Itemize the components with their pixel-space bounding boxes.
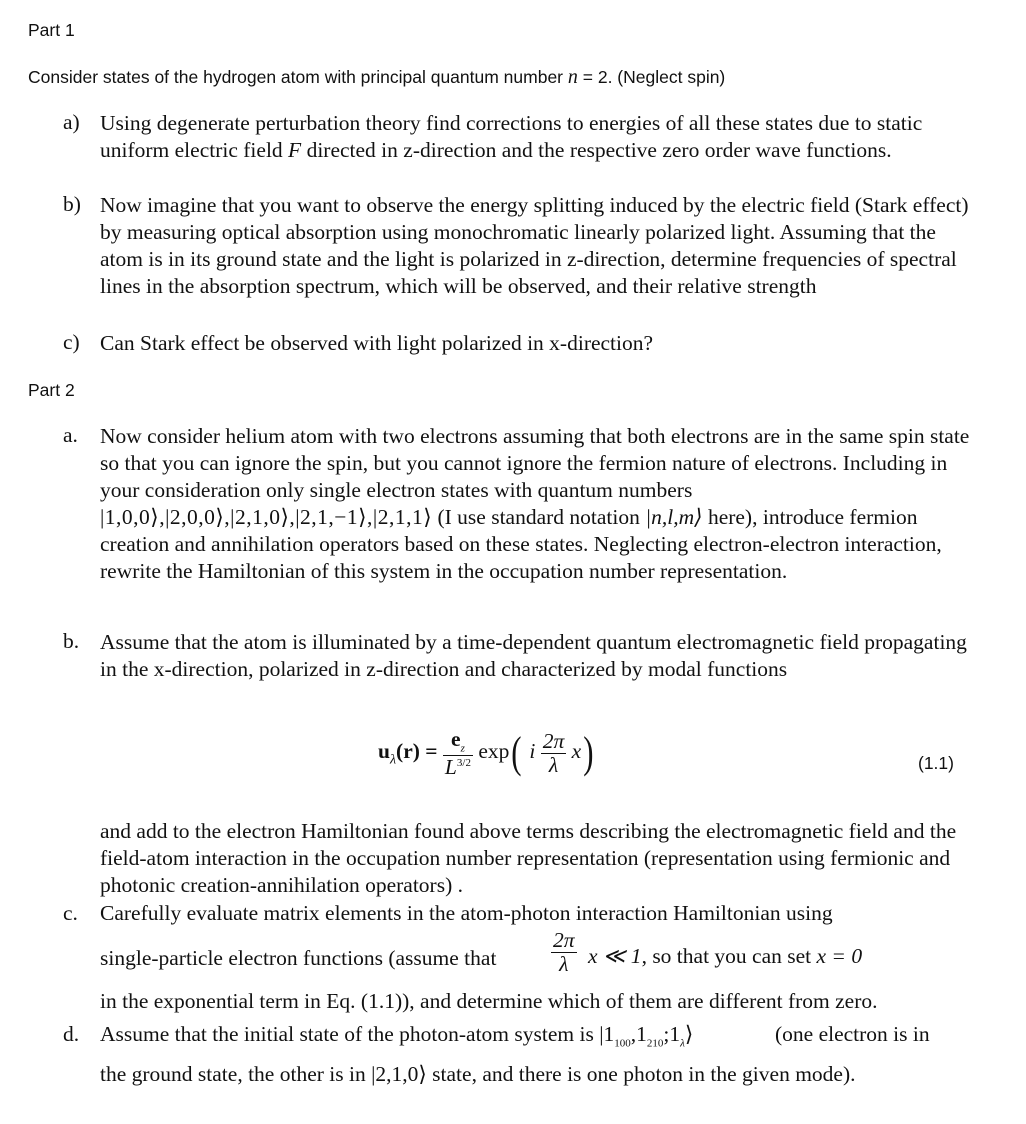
state-sub: λ (680, 1037, 685, 1050)
cond-tail: x ≪ 1 (588, 944, 642, 968)
item-label: c. (63, 901, 78, 925)
condition-tail (588, 944, 862, 969)
item-label: a) (63, 110, 80, 134)
eq-frac-den: λ (541, 753, 567, 777)
intro-variable: n (567, 66, 578, 88)
eq-num-sub: z (460, 742, 465, 755)
part1-heading: Part 1 (28, 20, 75, 40)
cond-den: λ (551, 952, 577, 976)
eq-frac-num: 2π (542, 729, 565, 754)
condition-fraction (551, 929, 577, 975)
cond-num: 2π (553, 928, 575, 952)
item-text: Now consider helium atom with two electrons assuming that both electrons are in the same spin state so that you can ignore the spin, but you cannot ignore the fermion nature of electrons. Including in your consideration only single electron states with quantum numbers (100, 424, 970, 502)
item-text: Carefully evaluate matrix elements in the atom-photon interaction Hamiltonian using (100, 901, 833, 925)
item-d-line2-lead: the ground state, the other is in (100, 1062, 366, 1086)
state-part: |1 (599, 1022, 615, 1046)
item-d-line2 (100, 1062, 856, 1087)
item-text: directed in z-direction and the respective zero order wave functions. (306, 138, 892, 162)
ket-210: |2,1,0⟩ (371, 1062, 427, 1086)
part2-heading: Part 2 (28, 380, 75, 400)
item-label: b. (63, 629, 80, 653)
item-d-line1 (100, 1022, 693, 1049)
eq-arg: (r) = (396, 739, 438, 764)
item-d-line1-tail: (one electron is in (775, 1022, 930, 1046)
part2-item-b-continuation: and add to the electron Hamiltonian found above terms describing the electromagnetic field and the field-atom interaction in the occupation number representation (representation using fermionic and photonic creation-annihilation operators) . (100, 819, 957, 897)
state-list: |1,0,0⟩,|2,0,0⟩,|2,1,0⟩,|2,1,−1⟩,|2,1,1⟩ (100, 505, 433, 529)
eq-den-sup: 3/2 (456, 756, 471, 769)
intro-equation: = 2. (Neglect spin) (582, 67, 726, 87)
notation: |n,l,m⟩ (645, 505, 703, 529)
item-text: (I use standard notation (437, 505, 640, 529)
item-text: Now imagine that you want to observe the energy splitting induced by the electric field (Stark effect) by measuring optical absorption using monochromatic linearly polarized light. Assuming that the atom is in its ground state and the light is polarized in z-direction, determine frequencies of spectral lines in the absorption spectrum, which will be observed, and their relative strength (100, 193, 969, 298)
part1-intro (28, 66, 725, 89)
eq-lhs: u (378, 739, 390, 764)
eq-lhs-sub: λ (389, 752, 397, 768)
item-variable: F (288, 138, 302, 162)
item-text: Assume that the atom is illuminated by a time-dependent quantum electromagnetic field propagating in the x-direction, polarized in z-direction and characterized by modal functions (100, 630, 967, 681)
item-text: state, and there is one photon in the given mode). (432, 1062, 856, 1086)
item-text: in the exponential term in Eq. (1.1)), and determine which of them are different from zero. (100, 989, 878, 1013)
condition-lead: single-particle electron functions (assume that (100, 945, 497, 970)
item-text: Can Stark effect be observed with light polarized in x-direction? (100, 331, 654, 355)
initial-state (599, 1022, 694, 1050)
equation-number: (1.1) (918, 753, 954, 773)
state-sub: 100 (614, 1037, 631, 1050)
item-text: , so that you can set (641, 944, 812, 968)
cond-set: x = 0 (816, 944, 863, 968)
item-label: c) (63, 330, 80, 354)
eq-prefactor (443, 728, 473, 778)
eq-den: L (444, 754, 457, 779)
state-sub: 210 (646, 1037, 664, 1050)
eq-wavevector (541, 730, 567, 776)
equation-1-1: $u_\lambda(r)$ = $\frac{e_z}{L^{3/2}}$ exp( i $\frac{2\pi}{\lambda}$ x) (378, 727, 594, 779)
item-text: Assume that the initial state of the photon-atom system is (100, 1022, 594, 1046)
item-label: b) (63, 192, 81, 216)
condition-line (100, 944, 496, 971)
state-part: ,1 (630, 1022, 647, 1046)
state-part: ;1 (663, 1022, 681, 1046)
item-label: d. (63, 1022, 80, 1046)
state-part: ⟩ (684, 1022, 694, 1046)
item-text: here), introduce fermion creation and annihilation operators based on these states. Neglecting electron-electron interaction, rewrite the Hamiltonian of this system in the occupation number representation. (100, 505, 942, 583)
eq-num: e (451, 727, 461, 751)
item-label: a. (63, 423, 78, 447)
eq-exp: exp (478, 739, 510, 764)
eq-x: x (571, 739, 582, 764)
eq-i: i (529, 739, 536, 764)
item-text: Using degenerate perturbation theory find corrections to energies of all these states due to static uniform electric field (100, 111, 923, 162)
intro-text: Consider states of the hydrogen atom with principal quantum number (28, 67, 564, 87)
